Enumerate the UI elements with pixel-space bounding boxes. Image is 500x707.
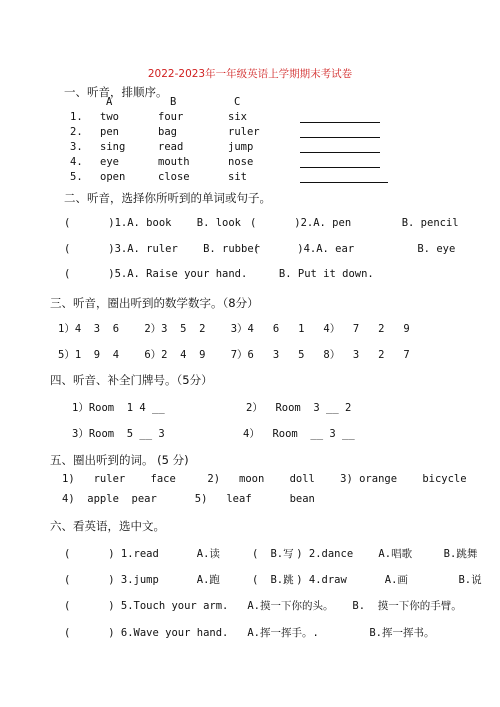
answer-line[interactable] [300, 182, 388, 183]
option-a: sing [100, 141, 126, 153]
answer-line[interactable] [300, 122, 380, 123]
section-5-heading: 五、圈出听到的词。 (5 分) [50, 453, 189, 467]
numbers-row-2: 5）1 9 4 6）2 4 9 7）6 3 5 8） 3 2 7 [58, 349, 410, 361]
question-1: ( ) 1.read A.读 B.写 [64, 548, 294, 560]
column-a-header: A [106, 96, 113, 108]
answer-line[interactable] [300, 137, 380, 138]
room-2: 2） Room 3 __ 2 [246, 402, 352, 414]
room-1: 1）Room 1 4 __ [72, 402, 165, 414]
row-number: 4. [70, 156, 83, 168]
section-6-heading: 六、看英语，选中文。 [50, 519, 165, 533]
question-4: ( )4.A. ear B. eye [253, 243, 456, 255]
option-b: close [158, 171, 190, 183]
room-4: 4） Room __ 3 __ [243, 428, 355, 440]
option-a: open [100, 171, 126, 183]
section-2-heading: 二、听音，选择你所听到的单词或句子。 [64, 191, 271, 205]
option-a: eye [100, 156, 119, 168]
option-c: sit [228, 171, 247, 183]
option-c: jump [228, 141, 254, 153]
words-row-1: 1) ruler face 2) moon doll 3) orange bicycle [62, 473, 467, 485]
row-number: 2. [70, 126, 83, 138]
option-b: bag [158, 126, 177, 138]
option-b: mouth [158, 156, 190, 168]
question-2: ( )2.A. pen B. pencil [250, 217, 459, 229]
words-row-2: 4) apple pear 5) leaf bean [62, 493, 315, 505]
row-number: 3. [70, 141, 83, 153]
option-b: four [158, 111, 184, 123]
column-c-header: C [234, 96, 241, 108]
exam-title: 2022-2023年一年级英语上学期期末考试卷 [147, 68, 353, 80]
option-a: pen [100, 126, 119, 138]
question-3: ( )3.A. ruler B. rubber [64, 243, 260, 255]
answer-line[interactable] [300, 167, 380, 168]
column-b-header: B [170, 96, 177, 108]
row-number: 5. [70, 171, 83, 183]
question-1: ( )1.A. book B. look [64, 217, 242, 229]
room-3: 3）Room 5 __ 3 [72, 428, 165, 440]
section-3-heading: 三、听音，圈出听到的数学数字。（8分） [50, 296, 259, 310]
question-6: ( ) 6.Wave your hand. A.挥一挥手。. B.挥一挥书。 [64, 627, 435, 639]
section-1-heading: 一、听音，排顺序。 [64, 85, 168, 99]
answer-line[interactable] [300, 152, 380, 153]
row-number: 1. [70, 111, 83, 123]
option-c: six [228, 111, 247, 123]
question-4: ( ) 4.draw A.画 B.说 [252, 574, 482, 586]
question-5: ( ) 5.Touch your arm. A.摸一下你的头。 B. 摸一下你的手臂。 [64, 600, 462, 612]
question-5: ( )5.A. Raise your hand. B. Put it down. [64, 268, 374, 280]
option-c: ruler [228, 126, 260, 138]
section-4-heading: 四、听音、补全门牌号。（5分） [50, 373, 213, 387]
option-b: read [158, 141, 184, 153]
option-a: two [100, 111, 119, 123]
question-3: ( ) 3.jump A.跑 B.跳 [64, 574, 294, 586]
numbers-row-1: 1）4 3 6 2）3 5 2 3）4 6 1 4） 7 2 9 [58, 323, 410, 335]
option-c: nose [228, 156, 254, 168]
question-2: ( ) 2.dance A.唱歌 B.跳舞 [252, 548, 478, 560]
